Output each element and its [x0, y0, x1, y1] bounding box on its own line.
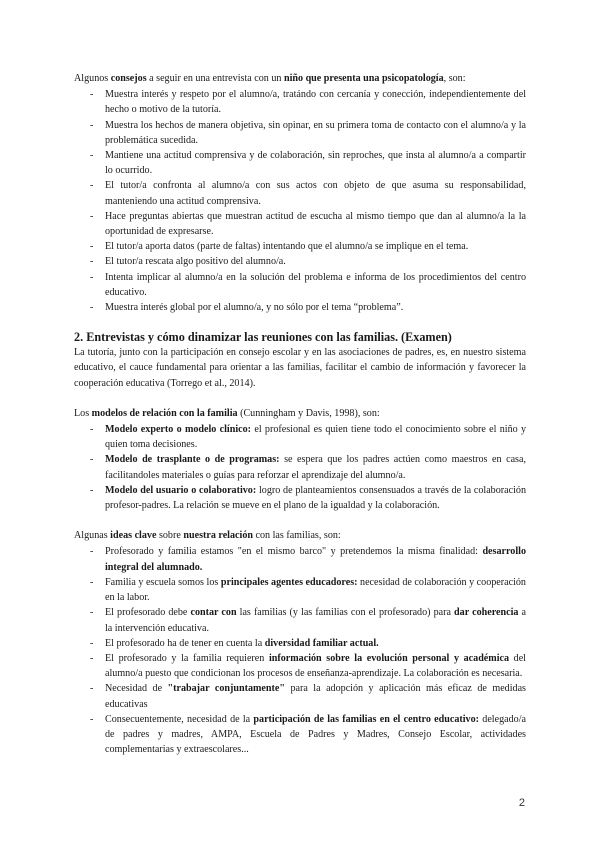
- text-run: (Cunningham y Davis, 1998), son:: [237, 407, 380, 419]
- bold-run: diversidad familiar actual.: [264, 637, 379, 649]
- bold-run: niño que presenta una psicopatología: [283, 73, 444, 84]
- advice-list: [74, 87, 526, 315]
- text-run: Necesidad de: [105, 683, 168, 695]
- models-intro: [74, 406, 526, 421]
- list-item: [74, 209, 526, 239]
- list-item: [74, 575, 526, 605]
- text-run: a la intervención educativa.: [105, 607, 526, 634]
- bold-run: ideas clave: [110, 530, 157, 542]
- text-run: Algunos: [74, 73, 111, 84]
- bold-run: modelos de relación con la familia: [91, 407, 238, 419]
- text-run: El tutor/a rescata algo positivo del alumno/a.: [105, 256, 286, 268]
- text-run: a seguir en una entrevista con un: [146, 73, 284, 84]
- text-run: El tutor/a aporta datos (parte de faltas) intentando que el alumno/a se implique en el tema.: [105, 241, 469, 253]
- bold-run: contar con: [190, 607, 237, 619]
- text-run: necesidad de colaboración y cooperación en la labor.: [105, 576, 526, 604]
- list-item: [74, 483, 526, 513]
- spacer: [74, 513, 526, 528]
- text-run: con las familias, son:: [252, 530, 341, 542]
- bold-run: información sobre la evolución personal y académica: [268, 652, 510, 664]
- text-run: , son:: [443, 73, 466, 84]
- text-run: Mantiene una actitud comprensiva y de colaboración, sin reproches, que insta al alumno/a a compartir lo ocurrido.: [105, 150, 526, 177]
- bold-run: Modelo experto o modelo clínico:: [105, 424, 252, 436]
- bold-run: nuestra relación: [183, 530, 253, 542]
- text-run: Muestra interés global por el alumno/a, y no sólo por el tema “problema”.: [105, 302, 404, 314]
- text-run: las familias (y las familias con el profesorado) para: [236, 607, 455, 619]
- bold-run: Modelo de trasplante o de programas:: [105, 454, 280, 466]
- list-item: [74, 681, 526, 711]
- models-list: [74, 422, 526, 513]
- text-run: Hace preguntas abiertas que muestran actitud de escucha al mismo tiempo que dan al alumno/a la la oportunidad de expresarse.: [105, 210, 526, 238]
- list-item: [74, 118, 526, 148]
- bold-run: Modelo del usuario o colaborativo:: [105, 484, 257, 496]
- bold-run: participación de las familias en el centro educativo:: [253, 713, 480, 725]
- text-run: Muestra interés y respeto por el alumno/a, tratándo con cercanía y conección, independientemente del hecho o motivo de la tutoría.: [105, 89, 526, 116]
- ideas-list: [74, 544, 526, 757]
- text-run: el profesional es quien tiene todo el conocimiento sobre el niño y quien toma decisiones.: [105, 424, 526, 451]
- bold-run: consejos: [110, 73, 147, 84]
- text-run: del alumno/a puesto que condicionan los procesos de enseñanza-aprendizaje. La colaboración es necesaria.: [105, 652, 526, 680]
- list-item: [74, 270, 526, 300]
- section-heading: 2. Entrevistas y cómo dinamizar las reuniones con las familias. (Examen): [74, 330, 452, 345]
- list-item: [74, 636, 526, 651]
- list-item: [74, 605, 526, 635]
- list-item: [74, 87, 526, 117]
- text-run: El profesorado y la familia requieren: [105, 652, 269, 664]
- text-run: Consecuentemente, necesidad de la: [105, 713, 254, 725]
- text-run: Los: [74, 407, 92, 419]
- list-item: [74, 300, 526, 315]
- bold-run: "trabajar conjuntamente": [167, 683, 285, 695]
- text-run: se espera que los padres actúen como maestros en casa, facilitandoles materiales o guías para reforzar el aprendizaje del alumno/a.: [105, 454, 526, 481]
- list-item: [74, 178, 526, 208]
- text-run: para la adopción y aplicación más eficaz de medidas educativas: [105, 683, 526, 710]
- list-item: [74, 452, 526, 482]
- list-item: [74, 239, 526, 254]
- section1-intro: [74, 71, 526, 86]
- text-run: Algunas: [74, 530, 111, 542]
- bold-run: desarrollo integral del alumnado.: [105, 546, 526, 573]
- ideas-intro: [74, 528, 526, 543]
- list-item: [74, 712, 526, 758]
- page-number: 2: [518, 797, 525, 809]
- text-run: El profesorado ha de tener en cuenta la: [105, 637, 265, 649]
- text-run: delegado/a de padres y madres, AMPA, Escuela de Padres y Madres, Consejo Escolar, actividades complementarias y extraescolares...: [105, 713, 526, 756]
- bold-run: principales agentes educadores:: [220, 576, 358, 588]
- spacer: [74, 391, 526, 406]
- text-run: Muestra los hechos de manera objetiva, sin opinar, en su primera toma de contacto con el alumno/a y la problemática sucedida.: [105, 119, 526, 146]
- list-item: [74, 254, 526, 269]
- text-run: logro de planteamientos consensuados a través de la colaboración profesor-padres. La relación se mueve en el plano de la igualdad y la colaboración.: [105, 484, 526, 512]
- tutoring-paragraph: La tutoría, junto con la participación en consejo escolar y en las asociaciones de padres, es, en nuestro sistema educativo, el cauce fundamental para orientar a las familias, facilitar el cambio de información y favorecer la cooperación educativa (Torrego et al., 2014).: [74, 347, 526, 389]
- bold-run: dar coherencia: [454, 607, 519, 619]
- text-run: sobre: [156, 530, 184, 542]
- list-item: [74, 422, 526, 452]
- text-run: Profesorado y familia estamos "en el mismo barco" y pretendemos la misma finalidad:: [105, 546, 483, 558]
- list-item: [74, 148, 526, 178]
- list-item: [74, 651, 526, 681]
- text-run: Intenta implicar al alumno/a en la solución del problema e informa de los procedimientos del centro educativo.: [105, 271, 526, 298]
- text-run: El profesorado debe: [105, 607, 191, 619]
- text-run: Familia y escuela somos los: [105, 576, 221, 588]
- text-run: El tutor/a confronta al alumno/a con sus actos con objeto de que asuma su responsabilidad, manteniendo una actitud comprensiva.: [105, 180, 526, 207]
- list-item: [74, 544, 526, 574]
